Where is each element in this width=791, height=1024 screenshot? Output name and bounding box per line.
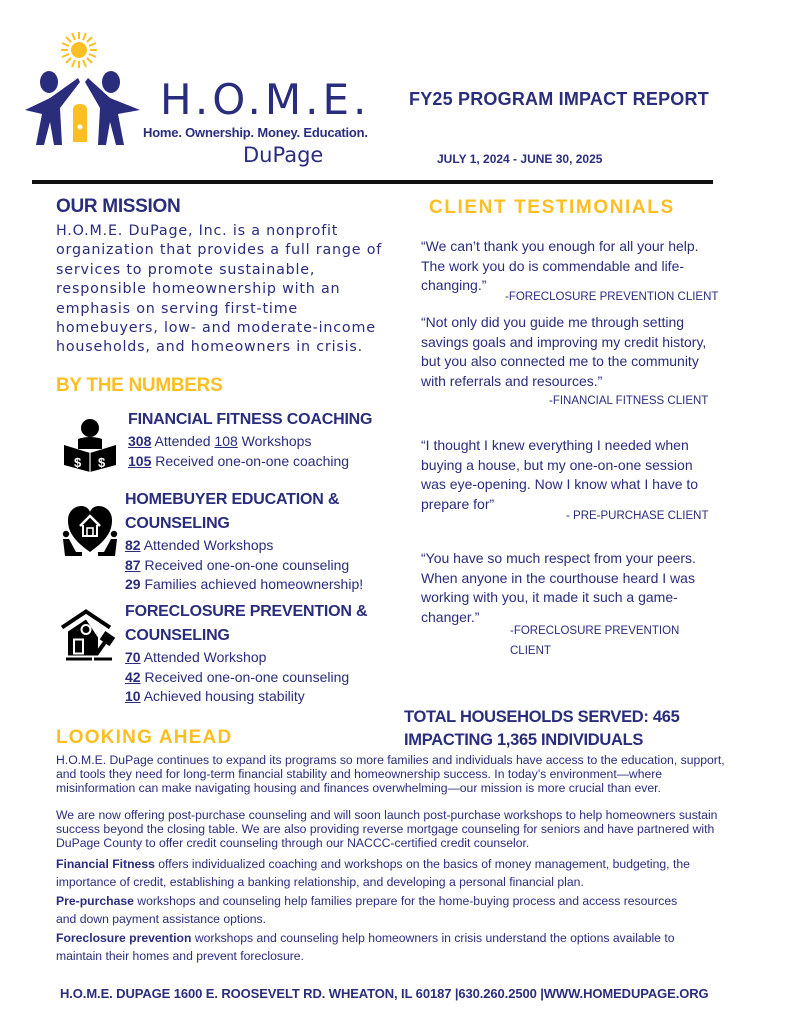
- quote-line: When anyone in the courthouse heard I was: [421, 569, 695, 586]
- mission-line: responsible homeownership with an: [56, 281, 341, 298]
- quote-line: with referrals and resources.”: [421, 372, 603, 389]
- numbers-heading: BY THE NUMBERS: [56, 375, 223, 396]
- paragraph-line: H.O.M.E. DuPage continues to expand its programs so more families and individuals have access to the education, support,: [56, 753, 725, 767]
- mission-line: services to promote sustainable,: [56, 261, 316, 278]
- quote-line: working with you, it made it such a game-: [421, 589, 678, 605]
- mission-line: H.O.M.E. DuPage, Inc. is a nonprofit: [56, 223, 339, 239]
- stat-line: [125, 648, 367, 668]
- paragraph-line: [56, 856, 756, 874]
- mission-line: households, and homeowners in crisis.: [56, 339, 363, 356]
- stat-number: 82: [125, 537, 141, 553]
- stat-number: 29: [125, 576, 141, 592]
- report-period: JULY 1, 2024 - JUNE 30, 2025: [437, 152, 603, 166]
- svg-text:$: $: [74, 455, 82, 470]
- looking-ahead-heading: LOOKING AHEAD: [56, 727, 233, 748]
- stat-text: Achieved housing stability: [140, 688, 305, 704]
- program-desc: offers individualized coaching and workshops on the basics of money management, budgeting, the: [154, 857, 690, 871]
- quote-line: “I thought I knew everything I needed when: [421, 437, 689, 453]
- mission-line: homebuyers, low- and moderate-income: [56, 320, 376, 337]
- quote-line: “We can’t thank you enough for all your help.: [421, 238, 699, 254]
- program-description-financial-fitness: [56, 856, 756, 891]
- door-icon: [73, 104, 87, 142]
- sun-icon: [61, 32, 97, 68]
- paragraph-line: We are now offering post-purchase counseling and will soon launch post-purchase workshops to help homeowners sustain: [56, 808, 718, 822]
- home-dupage-logo-graphic: [20, 30, 150, 150]
- stat-line: [125, 556, 363, 576]
- stat-text: Received one-on-one coaching: [151, 452, 350, 469]
- quote-line: changing.”: [421, 277, 487, 293]
- program-title: COUNSELING: [125, 627, 230, 644]
- stat-number: 10: [125, 688, 141, 704]
- stat-text: Families achieved homeownership!: [140, 576, 364, 592]
- testimonial-attribution: -FORECLOSURE PREVENTION CLIENT: [510, 625, 680, 657]
- program-name: Pre-purchase: [56, 894, 134, 908]
- quote-line: “You have so much respect from your peers.: [421, 550, 696, 566]
- paragraph-line: success beyond the closing table. We are also providing reverse mortgage counseling for seniors and have partnered with: [56, 822, 715, 837]
- mission-line: emphasis on serving first-time: [56, 300, 299, 317]
- paragraph-line: [56, 930, 756, 948]
- stat-number: 308: [128, 433, 152, 449]
- paragraph-line: and tools they need for long-term financial stability and homeownership success. In today’s environment—where: [56, 767, 663, 782]
- quote-line: savings goals and improving my credit history,: [421, 333, 707, 350]
- total-households: TOTAL HOUSEHOLDS SERVED: 465: [404, 708, 680, 726]
- quote-line: changer.”: [421, 608, 480, 625]
- mission-line: organization that provides a full range of: [56, 242, 383, 259]
- program-title: HOMEBUYER EDUCATION &: [125, 491, 340, 508]
- logo-tagline: Home. Ownership. Money. Education.: [143, 125, 368, 140]
- program-homebuyer-education: [125, 488, 363, 595]
- stat-text: Workshops: [237, 433, 312, 449]
- looking-ahead-paragraph-1: [56, 753, 756, 796]
- stat-text: Attended Workshops: [140, 537, 274, 553]
- testimonial-attribution: -FORECLOSURE PREVENTION CLIENT: [505, 291, 719, 303]
- paragraph-line: maintain their homes and prevent foreclosure.: [56, 948, 304, 963]
- total-individuals: IMPACTING 1,365 INDIVIDUALS: [404, 731, 644, 749]
- mission-text: [56, 222, 396, 358]
- testimonial: [421, 436, 721, 526]
- stat-line: [128, 432, 372, 452]
- quote-line: was eye-opening. Now I know what I have to: [421, 476, 699, 492]
- looking-ahead-paragraph-2: [56, 808, 756, 851]
- quote-line: “Not only did you guide me through setting: [421, 314, 685, 330]
- program-description-pre-purchase: [56, 893, 756, 928]
- svg-text:$: $: [98, 455, 106, 470]
- footer-contact: H.O.M.E. DUPAGE 1600 E. ROOSEVELT RD. WHEATON, IL 60187 |630.260.2500 |WWW.HOMEDUPAGE.ORG: [60, 986, 709, 1001]
- program-financial-fitness: [128, 408, 372, 471]
- stat-number: 70: [125, 649, 141, 665]
- quote-line: buying a house, but my one-on-one session: [421, 456, 693, 473]
- stat-line: [125, 575, 363, 595]
- heart-house-people-icon: [60, 500, 120, 560]
- program-description-foreclosure-prevention: [56, 930, 756, 965]
- testimonial: [421, 237, 721, 307]
- quote-line: The work you do is commendable and life-: [421, 257, 685, 274]
- paragraph-line: importance of credit, establishing a banking relationship, and developing a personal financial plan.: [56, 874, 584, 889]
- program-desc: workshops and counseling help families prepare for the home-buying process and access resources: [133, 894, 678, 908]
- logo-location: DuPage: [243, 143, 324, 167]
- stat-number: 105: [128, 452, 152, 469]
- program-desc: workshops and counseling help homeowners in crisis understand the options available to: [191, 931, 675, 945]
- right-person-figure: [85, 71, 140, 145]
- logo-wordmark: H.O.M.E.: [160, 75, 371, 124]
- paragraph-line: [56, 893, 756, 911]
- stat-number: 42: [125, 668, 141, 685]
- stat-text: Attended Workshop: [140, 649, 267, 665]
- program-title: FORECLOSURE PREVENTION &: [125, 603, 368, 620]
- totals-block: [404, 706, 680, 752]
- stat-number: 87: [125, 556, 141, 573]
- mission-heading: OUR MISSION: [56, 196, 181, 217]
- stat-number: 108: [214, 433, 238, 449]
- testimonial: [421, 549, 721, 657]
- paragraph-line: DuPage County to offer credit counseling through our NACCC-certified credit counselor.: [56, 836, 530, 851]
- testimonials-heading: CLIENT TESTIMONIALS: [429, 197, 675, 218]
- stat-line: [128, 452, 372, 472]
- stat-line: [125, 687, 367, 707]
- stat-line: [125, 536, 363, 556]
- testimonial-attribution: - PRE-PURCHASE CLIENT: [566, 510, 709, 522]
- stat-text: Attended: [151, 433, 215, 449]
- person-reading-money-book-icon: [60, 415, 120, 475]
- stat-line: [125, 668, 367, 688]
- header-divider: [32, 180, 713, 184]
- report-title: FY25 PROGRAM IMPACT REPORT: [409, 89, 709, 109]
- program-foreclosure-prevention: [125, 600, 367, 707]
- quote-line: but you also connected me to the community: [421, 353, 699, 369]
- stat-text: Received one-on-one counseling: [140, 668, 350, 685]
- testimonial-attribution: -FINANCIAL FITNESS CLIENT: [549, 395, 709, 407]
- program-name: Foreclosure prevention: [56, 931, 192, 945]
- stat-text: Received one-on-one counseling: [140, 556, 350, 573]
- house-gavel-icon: [60, 605, 120, 665]
- paragraph-line: misinformation can make navigating housing and finances overwhelming—our mission is more crucial than ever.: [56, 781, 661, 796]
- testimonial: [421, 313, 721, 409]
- quote-line: prepare for”: [421, 495, 495, 512]
- left-person-figure: [25, 71, 80, 145]
- program-title: FINANCIAL FITNESS COACHING: [128, 411, 373, 428]
- program-name: Financial Fitness: [56, 857, 155, 871]
- paragraph-line: and down payment assistance options.: [56, 911, 267, 926]
- program-title: COUNSELING: [125, 515, 230, 532]
